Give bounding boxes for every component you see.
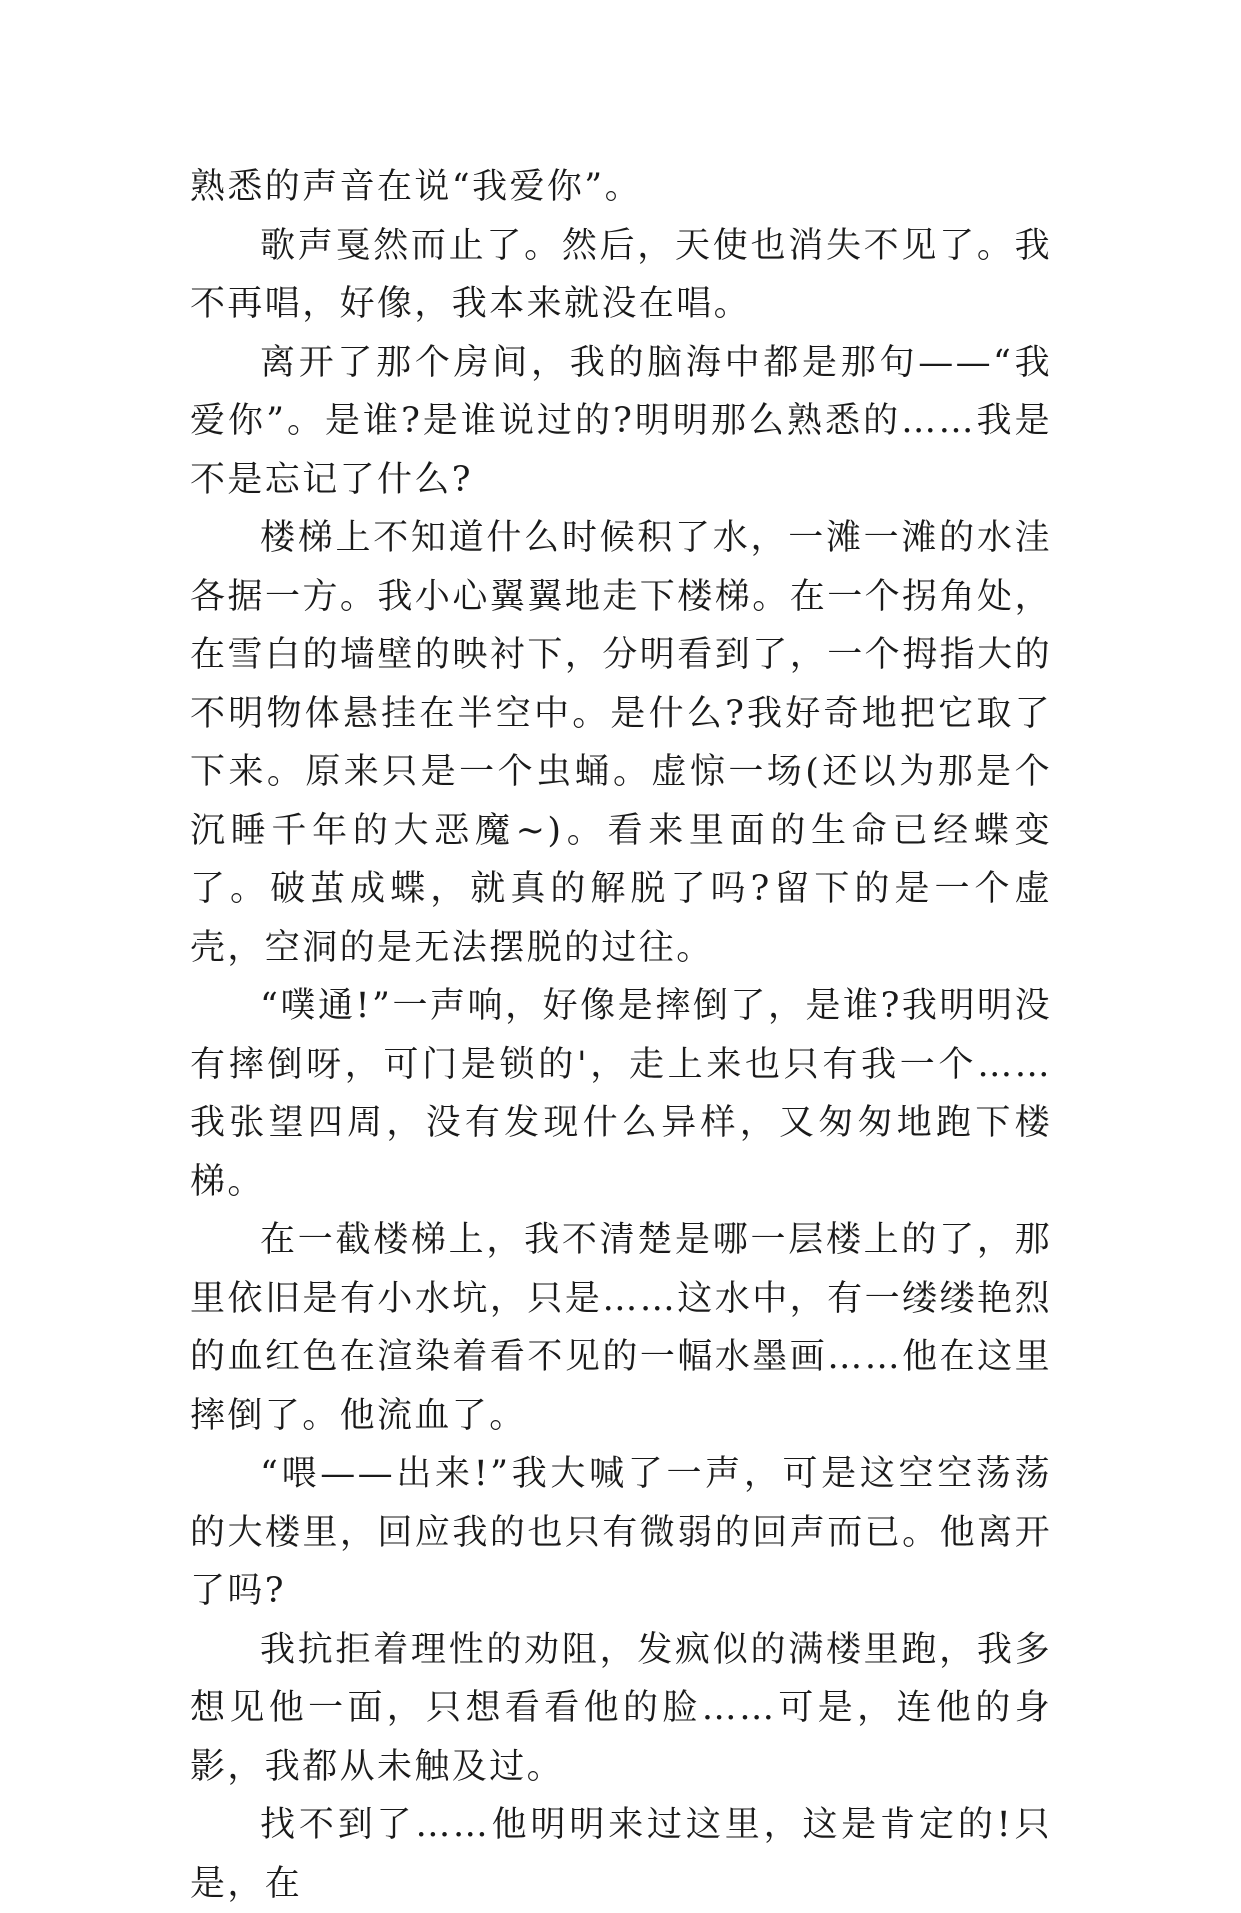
paragraph-3: 离开了那个房间，我的脑海中都是那句——“我爱你”。是谁?是谁说过的?明明那么熟悉的……我是不是忘记了什么? xyxy=(190,342,1052,500)
paragraph-8: 我抗拒着理性的劝阻，发疯似的满楼里跑，我多想见他一面，只想看看他的脸……可是，连他的身影，我都从未触及过。 xyxy=(190,1629,1052,1787)
paragraph-1: 熟悉的声音在说“我爱你”。 xyxy=(190,167,642,207)
paragraph-5: “噗通!”一声响，好像是摔倒了，是谁?我明明没有摔倒呀，可门是锁的'，走上来也只有我一个……我张望四周，没有发现什么异样，又匆匆地跑下楼梯。 xyxy=(190,986,1052,1202)
paragraph-9: 找不到了……他明明来过这里，这是肯定的!只是，在 xyxy=(190,1805,1052,1904)
paragraph-6: 在一截楼梯上，我不清楚是哪一层楼上的了，那里依旧是有小水坑，只是……这水中，有一缕缕艳烈的血红色在渲染着看不见的一幅水墨画……他在这里摔倒了。他流血了。 xyxy=(190,1220,1052,1436)
paragraph-4: 楼梯上不知道什么时候积了水，一滩一滩的水洼各据一方。我小心翼翼地走下楼梯。在一个拐角处，在雪白的墙壁的映衬下，分明看到了，一个拇指大的不明物体悬挂在半空中。是什么?我好奇地把它取了下来。原来只是一个虫蛹。虚惊一场(还以为那是个沉睡千年的大恶魔~)。看来里面的生命已经蝶变了。破茧成蝶，就真的解脱了吗?留下的是一个虚壳，空洞的是无法摆脱的过往。 xyxy=(190,518,1052,968)
paragraph-7: “喂——出来!”我大喊了一声，可是这空空荡荡的大楼里，回应我的也只有微弱的回声而已。他离开了吗? xyxy=(190,1454,1052,1611)
paragraph-2: 歌声戛然而止了。然后，天使也消失不见了。我不再唱，好像，我本来就没在唱。 xyxy=(190,225,1052,324)
document-page xyxy=(190,158,1052,1913)
